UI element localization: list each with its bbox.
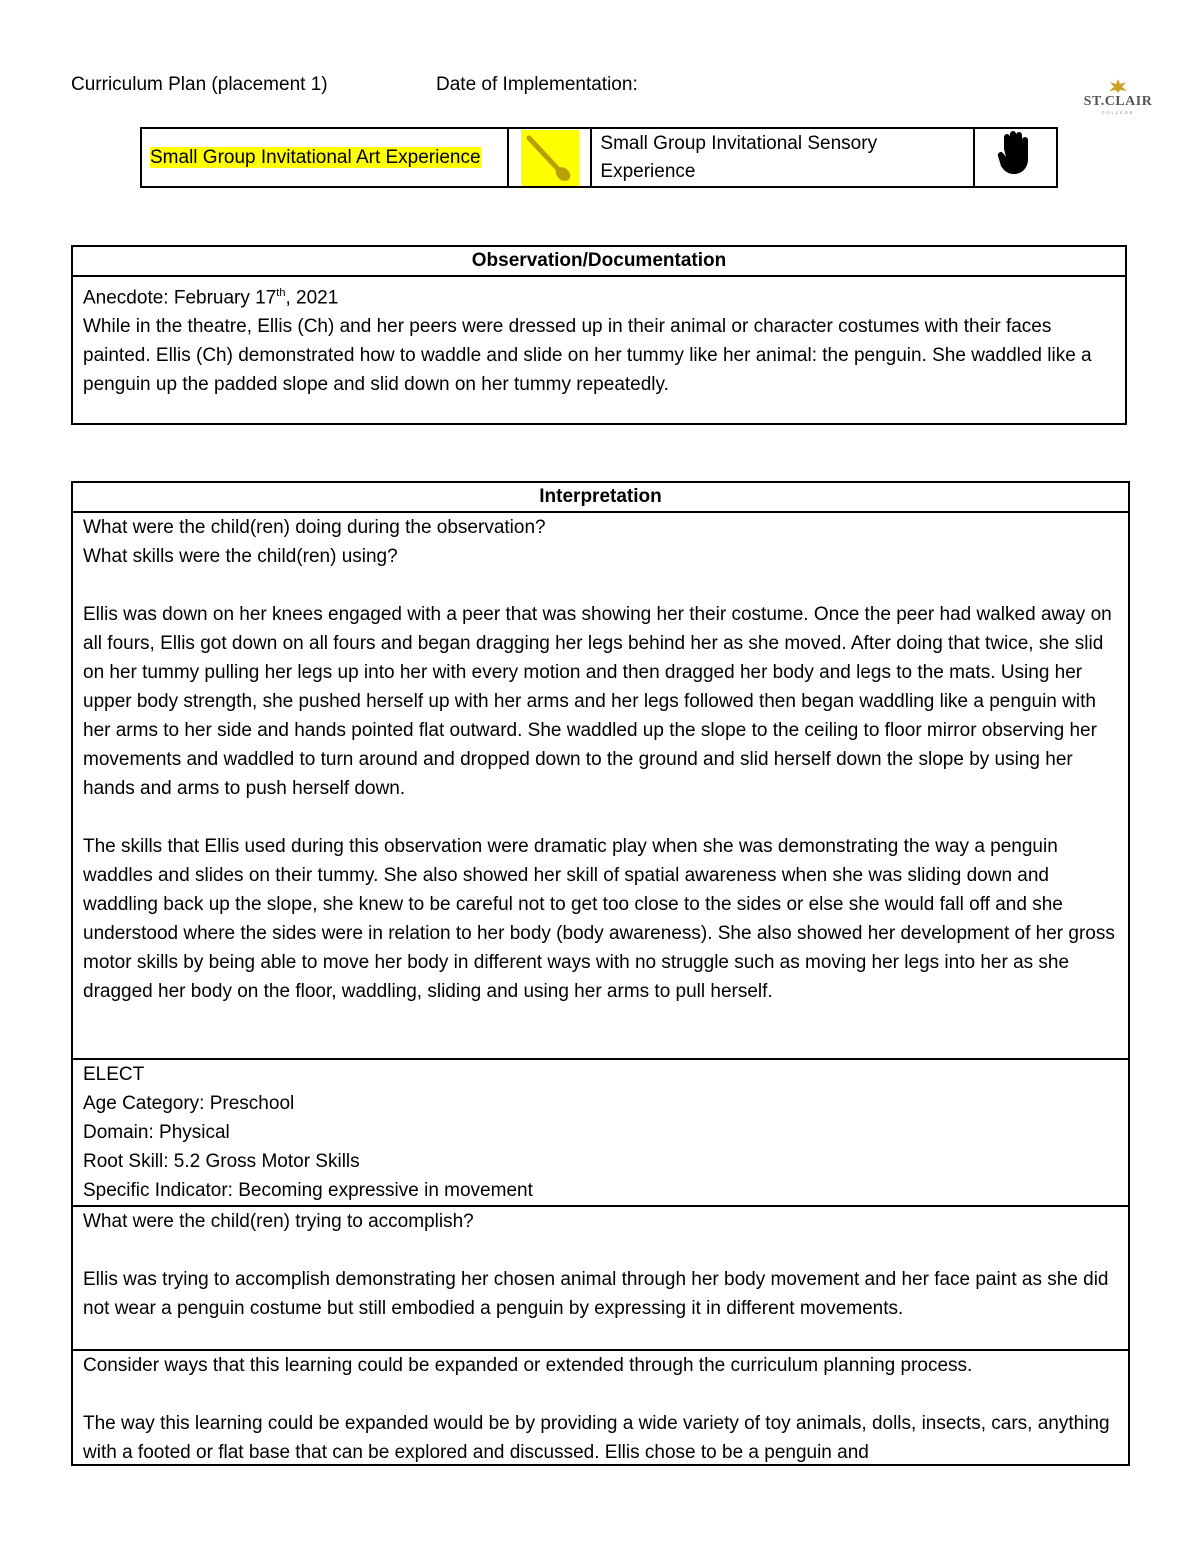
logo-name: ST.CLAIR: [1083, 94, 1153, 109]
question-skills: What skills were the child(ren) using?: [83, 546, 398, 567]
sensory-experience-label: Small Group Invitational Sensory Experience: [600, 132, 878, 182]
accomplish-answer: Ellis was trying to accomplish demonstrating her chosen animal through her body movement and her face paint as she did not wear a penguin costume but still embodied a penguin by expressing it in different movements.: [83, 1269, 1109, 1319]
interpretation-paragraph-2: The skills that Ellis used during this observation were dramatic play when she was demonstrating the way a penguin waddles and slides on their tummy. She also showed her skill of spatial awareness when she was sliding down and waddling back up the slope, she knew to be careful not to get too close to the sides or else she would fall off and she understood where the sides were in relation to her body (body awareness). She also showed her development of her gross motor skills by being able to move her body in different ways with no struggle such as moving her legs into her as she dragged her body on the floor, waddling, sliding and using her arms to pull herself.: [83, 836, 1115, 1002]
elect-root-skill: Root Skill: 5.2 Gross Motor Skills: [83, 1151, 360, 1172]
college-logo: [1083, 78, 1153, 120]
elect-indicator: Specific Indicator: Becoming expressive in movement: [83, 1180, 533, 1201]
extend-answer: The way this learning could be expanded would be by providing a wide variety of toy animals, dolls, insects, cars, anything with a footed or flat base that can be explored and discussed. Ellis chose to be a penguin and: [83, 1413, 1110, 1463]
accomplish-question: What were the child(ren) trying to accomplish?: [83, 1211, 474, 1232]
observation-title: Observation/Documentation: [73, 247, 1125, 277]
accomplish-section: [73, 1207, 1128, 1351]
interpretation-box: [71, 481, 1130, 1466]
plan-title: Curriculum Plan (placement 1): [71, 74, 328, 95]
hand-icon: [995, 129, 1035, 177]
logo-sub: COLLEGE: [1101, 110, 1135, 115]
experience-table: [140, 127, 1058, 188]
interpretation-paragraph-1: Ellis was down on her knees engaged with a peer that was showing her their costume. Once the peer had walked away on all fours, Ellis got down on all fours and began dragging her legs behind her as she moved. After doing that twice, she slid on her tummy pulling her legs up into her with every motion and then dragged her body and legs to the mats. Using her upper body strength, she pushed herself up with her arms and her legs followed then began waddling like a penguin with her arms to her side and hands pointed flat outward. She waddled up the slope to the ceiling to floor mirror observing her movements and waddled to turn around and dropped down to the ground and slid herself down the slope by using her hands and arms to push herself down.: [83, 604, 1112, 799]
observation-box: [71, 245, 1127, 425]
anecdote-date: Anecdote: February 17th, 2021: [83, 287, 339, 309]
sensory-experience-cell: [591, 128, 974, 187]
art-experience-cell: [141, 128, 508, 187]
question-doing: What were the child(ren) doing during the observation?: [83, 517, 546, 538]
logo-mark-icon: [1107, 78, 1129, 94]
page-header: [71, 74, 638, 96]
elect-heading: ELECT: [83, 1064, 145, 1085]
sensory-icon-cell: [974, 128, 1057, 187]
extend-section: [73, 1351, 1128, 1467]
elect-domain: Domain: Physical: [83, 1122, 230, 1143]
interpretation-title: Interpretation: [73, 483, 1128, 513]
date-of-implementation: Date of Implementation:: [436, 74, 638, 95]
extend-question: Consider ways that this learning could be expanded or extended through the curriculum planning process.: [83, 1355, 973, 1376]
art-experience-label: Small Group Invitational Art Experience: [150, 146, 481, 168]
elect-age: Age Category: Preschool: [83, 1093, 295, 1114]
paintbrush-icon: [521, 130, 579, 186]
elect-section: [73, 1060, 1128, 1207]
art-icon-cell: [508, 128, 591, 187]
interpretation-section: [73, 513, 1128, 1060]
anecdote-text: While in the theatre, Ellis (Ch) and her peers were dressed up in their animal or character costumes with their faces painted. Ellis (Ch) demonstrated how to waddle and slide on her tummy like her animal: the penguin. She waddled like a penguin up the padded slope and slid down on her tummy repeatedly.: [83, 316, 1092, 396]
